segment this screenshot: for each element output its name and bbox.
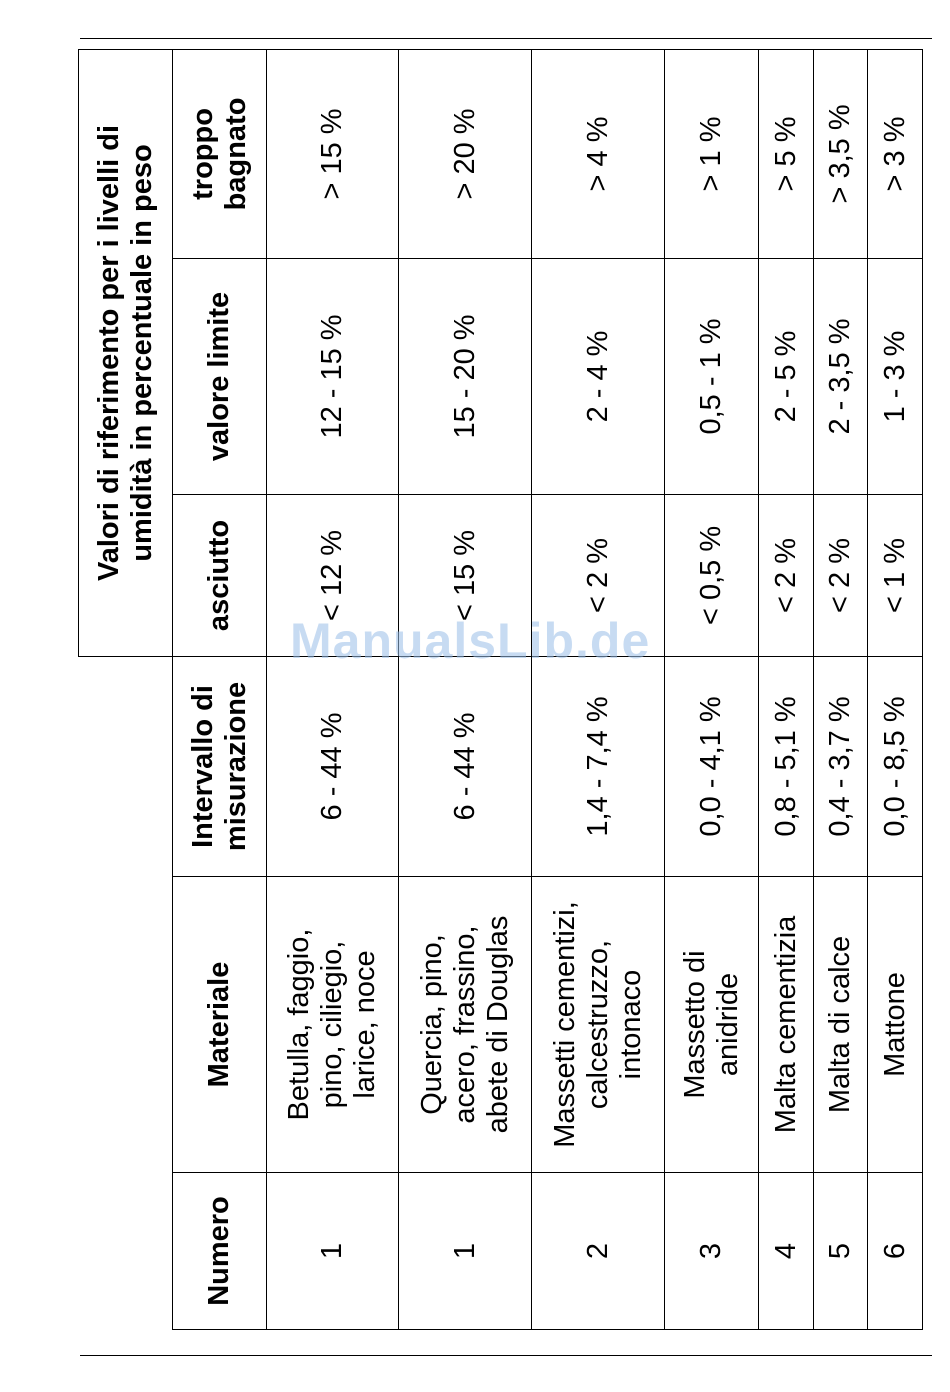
cell-valore-limite: 0,5 - 1 % (665, 258, 759, 494)
table-row (665, 49, 759, 1329)
cell-valore-limite: 1 - 3 % (868, 258, 923, 494)
materiale-line: abete di Douglas (481, 915, 514, 1134)
cell-valore-limite: 12 - 15 % (267, 258, 399, 494)
cell-valore-limite: 2 - 4 % (532, 258, 665, 494)
cell-materiale (399, 877, 532, 1173)
cell-valore-limite: 2 - 5 % (759, 258, 814, 494)
cell-numero: 1 (399, 1173, 532, 1330)
cell-intervallo: 6 - 44 % (399, 656, 532, 876)
cell-asciutto: < 2 % (759, 494, 814, 656)
cell-materiale (532, 877, 665, 1173)
cell-troppo-bagnato: > 3 % (868, 49, 923, 258)
materiale-line: Malta cementizia (769, 915, 802, 1134)
cell-troppo-bagnato: > 20 % (399, 49, 532, 258)
materiale-line: calcestruzzo, (581, 939, 614, 1110)
bottom-rule (80, 1355, 932, 1356)
cell-intervallo: 0,0 - 4,1 % (665, 656, 759, 876)
blank-corner (79, 656, 173, 1329)
cell-asciutto: < 1 % (868, 494, 923, 656)
cell-numero: 4 (759, 1173, 814, 1330)
cell-troppo-bagnato: > 4 % (532, 49, 665, 258)
header-troppo-bagnato-line-2: bagnato (219, 97, 252, 211)
watermark-text: ManualsLib.de (290, 613, 651, 669)
cell-intervallo: 0,0 - 8,5 % (868, 656, 923, 876)
group-header (79, 49, 173, 656)
group-title-line-2: umidità in percentuale in peso (125, 144, 158, 562)
cell-numero: 2 (532, 1173, 665, 1330)
cell-numero: 5 (814, 1173, 868, 1330)
header-intervallo (173, 656, 267, 876)
header-intervallo-line-1: Intervallo di (186, 685, 219, 848)
moisture-reference-table (78, 49, 923, 1330)
header-troppo-bagnato (173, 49, 267, 258)
materiale-line: Massetti cementizi, (548, 901, 581, 1148)
materiale-line: larice, noce (349, 950, 381, 1099)
materiale-line: acero, frassino, (448, 925, 481, 1124)
cell-valore-limite: 15 - 20 % (399, 258, 532, 494)
cell-troppo-bagnato: > 1 % (665, 49, 759, 258)
group-title-line-1: Valori di riferimento per i livelli di (92, 124, 125, 582)
cell-numero: 6 (868, 1173, 923, 1330)
cell-materiale (814, 877, 868, 1173)
cell-asciutto: < 15 % (399, 494, 532, 656)
header-intervallo-line-2: misurazione (219, 681, 252, 852)
materiale-line: intonaco (614, 969, 647, 1080)
table-row (759, 49, 814, 1329)
materiale-line: Quercia, pino, (415, 934, 448, 1115)
cell-troppo-bagnato: > 3,5 % (814, 49, 868, 258)
header-asciutto: asciutto (173, 494, 267, 656)
materiale-line: Malta di calce (824, 935, 856, 1114)
cell-troppo-bagnato: > 15 % (267, 49, 399, 258)
top-rule (80, 38, 932, 39)
materiale-line: Betulla, faggio, (283, 928, 315, 1121)
table-row (532, 49, 665, 1329)
header-valore-limite: valore limite (173, 258, 267, 494)
table-row (814, 49, 868, 1329)
cell-intervallo: 0,8 - 5,1 % (759, 656, 814, 876)
cell-asciutto: < 2 % (814, 494, 868, 656)
materiale-line: Mattone (878, 972, 911, 1077)
header-troppo-bagnato-line-1: troppo (186, 108, 219, 200)
rotated-table-container (78, 50, 924, 1330)
header-numero: Numero (173, 1173, 267, 1330)
cell-materiale (759, 877, 814, 1173)
cell-materiale (267, 877, 399, 1173)
header-materiale: Materiale (173, 877, 267, 1173)
table-row (868, 49, 923, 1329)
table-row (399, 49, 532, 1329)
cell-asciutto: < 12 % (267, 494, 399, 656)
cell-intervallo: 1,4 - 7,4 % (532, 656, 665, 876)
cell-asciutto: < 0,5 % (665, 494, 759, 656)
cell-intervallo: 6 - 44 % (267, 656, 399, 876)
materiale-line: pino, ciliegio, (316, 940, 348, 1109)
materiale-line: anidride (711, 972, 744, 1077)
cell-materiale (665, 877, 759, 1173)
cell-asciutto: < 2 % (532, 494, 665, 656)
table-row (267, 49, 399, 1329)
cell-numero: 1 (267, 1173, 399, 1330)
cell-valore-limite: 2 - 3,5 % (814, 258, 868, 494)
cell-materiale (868, 877, 923, 1173)
cell-numero: 3 (665, 1173, 759, 1330)
column-header-row (173, 49, 267, 1329)
materiale-line: Massetto di (678, 950, 711, 1099)
cell-intervallo: 0,4 - 3,7 % (814, 656, 868, 876)
group-header-row (79, 49, 173, 1329)
cell-troppo-bagnato: > 5 % (759, 49, 814, 258)
